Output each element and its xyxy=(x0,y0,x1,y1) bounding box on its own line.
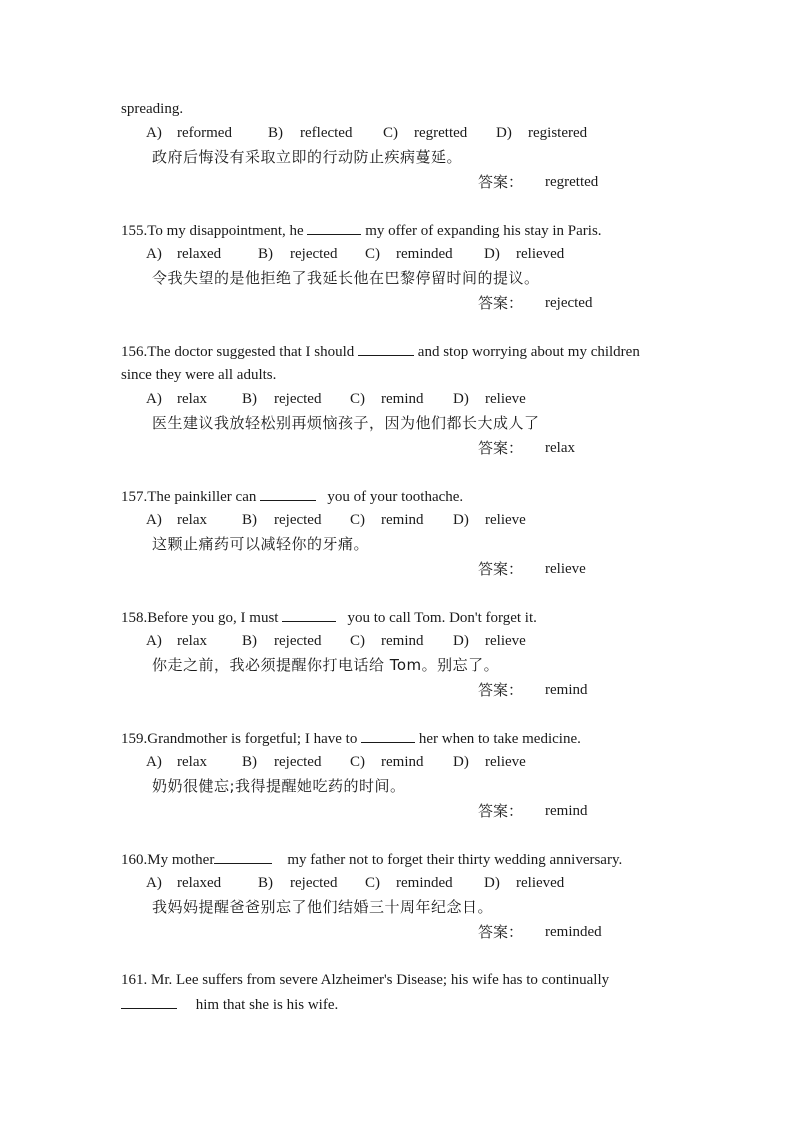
answer-blank xyxy=(282,607,336,622)
option-b-label: B) xyxy=(258,875,273,891)
answer-blank xyxy=(121,994,177,1009)
option-c-text: reminded xyxy=(396,875,453,891)
option-d-label: D) xyxy=(453,512,469,528)
answer-label-155: 答案： xyxy=(478,294,524,312)
option-c-text: regretted xyxy=(414,125,468,141)
answer-blank xyxy=(260,486,316,501)
translation-159: 奶奶很健忘;我得提醒她吃药的时间。 xyxy=(152,777,406,795)
translation-155: 令我失望的是他拒绝了我延长他在巴黎停留时间的提议。 xyxy=(152,269,540,287)
option-a-label: A) xyxy=(146,246,162,262)
option-c-label: C) xyxy=(350,754,365,770)
option-c-text: remind xyxy=(381,754,424,770)
option-a-text: relax xyxy=(177,391,207,407)
question-158-post: you to call Tom. Don't forget it. xyxy=(347,610,537,626)
option-d-text: registered xyxy=(528,125,588,141)
option-c-label: C) xyxy=(350,512,365,528)
option-d-label: D) xyxy=(453,754,469,770)
answer-blank xyxy=(214,849,272,864)
option-a-label: A) xyxy=(146,875,162,891)
answer-label-158: 答案： xyxy=(478,681,524,699)
option-d-label: D) xyxy=(496,125,512,141)
option-a-label: A) xyxy=(146,633,162,649)
question-159 xyxy=(121,728,581,749)
option-a-text: relaxed xyxy=(177,246,222,262)
question-156-pre: 156.The doctor suggested that I should xyxy=(121,344,355,360)
question-161: 161. Mr. Lee suffers from severe Alzheimer's Disease; his wife has to continually xyxy=(121,972,610,988)
question-160-post: my father not to forget their thirty wedding anniversary. xyxy=(287,852,623,868)
answer-158: remind xyxy=(545,682,588,698)
option-b-label: B) xyxy=(242,754,257,770)
answer-154: regretted xyxy=(545,174,599,190)
option-b-label: B) xyxy=(258,246,273,262)
option-d-text: relieved xyxy=(516,246,565,262)
question-155 xyxy=(121,220,602,241)
option-d-label: D) xyxy=(484,875,500,891)
option-b-text: rejected xyxy=(274,633,322,649)
question-161-line2 xyxy=(121,994,338,1015)
answer-label-160: 答案： xyxy=(478,923,524,941)
translation-156: 医生建议我放轻松别再烦恼孩子，因为他们都长大成人了 xyxy=(152,414,540,432)
option-c-text: remind xyxy=(381,391,424,407)
question-161-post: him that she is his wife. xyxy=(195,997,339,1013)
question-154-tail: spreading. xyxy=(121,101,184,117)
question-155-pre: 155.To my disappointment, he xyxy=(121,223,304,239)
answer-159: remind xyxy=(545,803,588,819)
question-157-pre: 157.The painkiller can xyxy=(121,489,257,505)
option-b-text: rejected xyxy=(290,875,338,891)
option-b-label: B) xyxy=(242,633,257,649)
translation-160: 我妈妈提醒爸爸别忘了他们结婚三十周年纪念日。 xyxy=(152,898,494,916)
option-b-label: B) xyxy=(242,512,257,528)
option-d-text: relieve xyxy=(485,391,526,407)
translation-154: 政府后悔没有采取立即的行动防止疾病蔓延。 xyxy=(152,148,463,166)
answer-156: relax xyxy=(545,440,575,456)
option-b-text: reflected xyxy=(300,125,353,141)
answer-blank xyxy=(358,341,414,356)
question-159-post: her when to take medicine. xyxy=(418,731,581,747)
option-c-label: C) xyxy=(350,391,365,407)
option-a-text: reformed xyxy=(177,125,232,141)
option-c-label: C) xyxy=(365,246,380,262)
answer-157: relieve xyxy=(545,561,586,577)
option-d-text: relieve xyxy=(485,754,526,770)
option-c-label: C) xyxy=(365,875,380,891)
option-a-label: A) xyxy=(146,391,162,407)
option-c-text: remind xyxy=(381,633,424,649)
option-d-label: D) xyxy=(484,246,500,262)
question-157 xyxy=(121,486,463,507)
option-c-label: C) xyxy=(350,633,365,649)
option-a-text: relax xyxy=(177,512,207,528)
answer-label-154: 答案： xyxy=(478,173,524,191)
option-b-label: B) xyxy=(268,125,283,141)
option-d-text: relieve xyxy=(485,512,526,528)
answer-label-157: 答案： xyxy=(478,560,524,578)
option-a-label: A) xyxy=(146,512,162,528)
question-155-post: my offer of expanding his stay in Paris. xyxy=(365,223,602,239)
option-d-text: relieve xyxy=(485,633,526,649)
answer-155: rejected xyxy=(545,295,593,311)
option-c-label: C) xyxy=(383,125,398,141)
translation-157: 这颗止痛药可以减轻你的牙痛。 xyxy=(152,535,370,553)
question-156-line2: since they were all adults. xyxy=(121,367,277,383)
option-b-label: B) xyxy=(242,391,257,407)
answer-160: reminded xyxy=(545,924,602,940)
option-a-label: A) xyxy=(146,125,162,141)
question-160 xyxy=(121,849,622,870)
question-158 xyxy=(121,607,537,628)
question-158-pre: 158.Before you go, I must xyxy=(121,610,279,626)
question-160-pre: 160.My mother xyxy=(121,852,215,868)
option-d-text: relieved xyxy=(516,875,565,891)
option-b-text: rejected xyxy=(290,246,338,262)
answer-blank xyxy=(361,728,415,743)
question-159-pre: 159.Grandmother is forgetful; I have to xyxy=(121,731,358,747)
answer-blank xyxy=(307,220,361,235)
translation-158: 你走之前，我必须提醒你打电话给 Tom。别忘了。 xyxy=(152,656,500,674)
question-157-post: you of your toothache. xyxy=(327,489,464,505)
question-156-post: and stop worrying about my children xyxy=(417,344,640,360)
option-b-text: rejected xyxy=(274,391,322,407)
option-b-text: rejected xyxy=(274,754,322,770)
option-d-label: D) xyxy=(453,633,469,649)
option-a-label: A) xyxy=(146,754,162,770)
option-a-text: relax xyxy=(177,633,207,649)
question-156 xyxy=(121,341,640,362)
option-d-label: D) xyxy=(453,391,469,407)
option-a-text: relaxed xyxy=(177,875,222,891)
option-c-text: remind xyxy=(381,512,424,528)
answer-label-156: 答案： xyxy=(478,439,524,457)
answer-label-159: 答案： xyxy=(478,802,524,820)
option-a-text: relax xyxy=(177,754,207,770)
option-b-text: rejected xyxy=(274,512,322,528)
option-c-text: reminded xyxy=(396,246,453,262)
